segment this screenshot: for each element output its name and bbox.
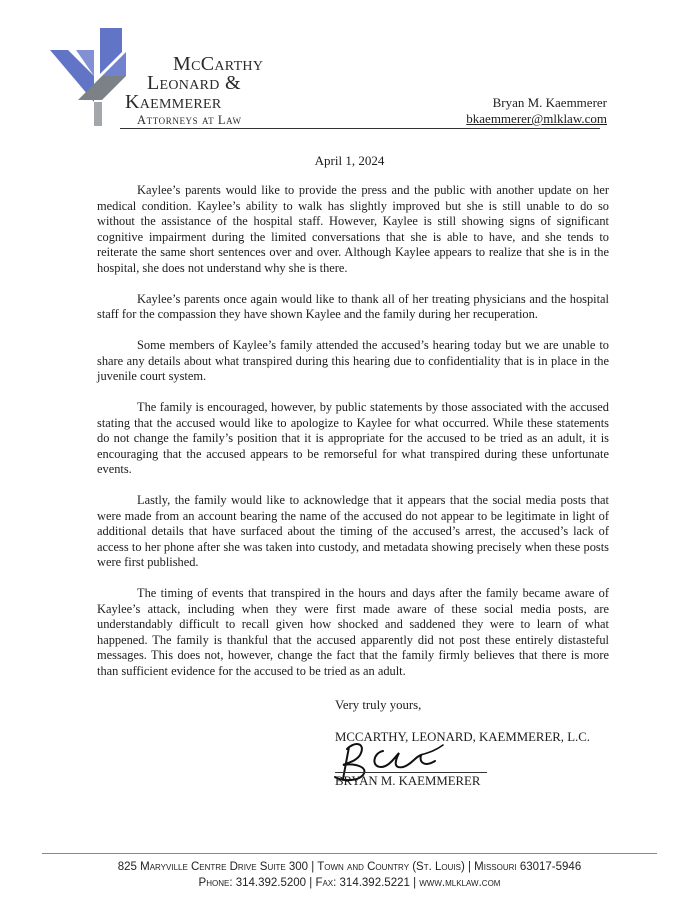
- header-divider: [120, 128, 600, 129]
- closing: Very truly yours,: [335, 698, 422, 712]
- paragraph-statements: The family is encouraged, however, by public statements by those associated with the accused stating that the accused would like to apologize to Kaylee for what occurred. While these statements do not change the family’s position that it is appropriate for the accused to be tried as an adult, it is encouraging that the accused appears to be remorseful for what transpired during these unfortunate events.: [97, 400, 609, 476]
- signature-line: [335, 772, 487, 773]
- footer-divider: [42, 853, 657, 854]
- letter-body: [97, 183, 609, 695]
- logo-gray-stem: [94, 102, 102, 126]
- attorney-contact: [466, 95, 607, 127]
- firm-name-line3: Kaemmerer: [125, 91, 222, 113]
- attorney-name: Bryan M. Kaemmerer: [492, 95, 607, 110]
- letter-date: April 1, 2024: [314, 153, 385, 168]
- paragraph-medical-update: Kaylee’s parents would like to provide the press and the public with another update on her medical condition. Kaylee’s ability to walk has slightly improved but she is still unable to do so without the assistance of the hospital staff. However, Kaylee is still showing signs of significant cognitive impairment during the limited conversations that she is able to have, and she tends to reiterate the same short sentences over and over. Although Kaylee appears to realize that she is in the hospital, she does not understand why she is there.: [97, 183, 609, 275]
- firm-tagline: Attorneys at Law: [137, 113, 242, 127]
- signature-firm: MCCARTHY, LEONARD, KAEMMERER, L.C.: [335, 730, 590, 744]
- footer-address: 825 Maryville Centre Drive Suite 300 | Town and Country (St. Louis) | Missouri 63017-5946: [117, 861, 582, 873]
- paragraph-social-media: Lastly, the family would like to acknowledge that it appears that the social media posts that were made from an account bearing the name of the accused do not appear to be legitimate in light of additional details that have surfaced about the timing of the accused’s arrest, the accused’s lack of access to her phone after she was taken into custody, and metadata showing precisely when these posts were first published.: [97, 493, 609, 569]
- signer-name: BRYAN M. KAEMMERER: [335, 774, 481, 788]
- firm-name-line1: McCarthy: [173, 53, 264, 75]
- paragraph-timing: The timing of events that transpired in the hours and days after the family became aware of Kaylee’s attack, including when they were first made aware of these social media posts, are understandably difficult to recall given how shocked and saddened they were to learn of what happened. The family is thankful that the accused apparently did not post these entirely distasteful messages. This does not, however, change the fact that the family firmly believes that there is more than sufficient evidence for the accused to be tried as an adult.: [97, 586, 609, 678]
- paragraph-thanks: Kaylee’s parents once again would like to thank all of her treating physicians and the hospital staff for the compassion they have shown Kaylee and the family during her recuperation.: [97, 291, 609, 321]
- footer-contact: Phone: 314.392.5200 | Fax: 314.392.5221 | www.mlklaw.com: [198, 877, 501, 889]
- attorney-email-link[interactable]: bkaemmerer@mlklaw.com: [466, 111, 607, 126]
- firm-name-line2: Leonard &: [147, 72, 241, 94]
- paragraph-hearing: Some members of Kaylee’s family attended the accused’s hearing today but we are unable to share any details about what transpired during this hearing due to confidentiality that is in place in the juvenile court system.: [97, 338, 609, 383]
